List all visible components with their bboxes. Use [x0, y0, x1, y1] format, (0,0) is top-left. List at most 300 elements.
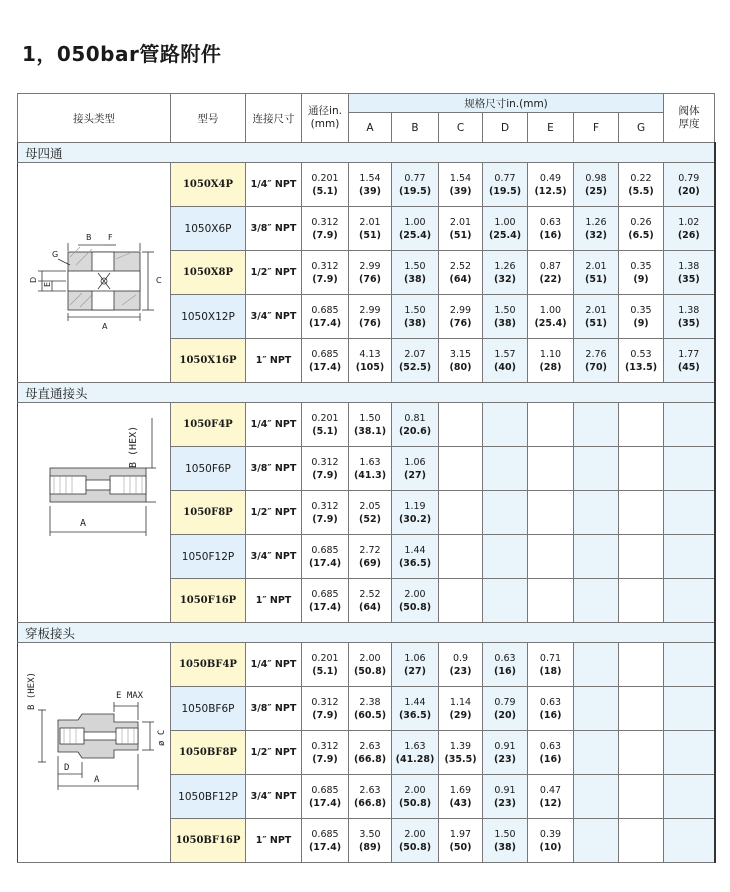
empty-cell	[664, 643, 715, 687]
model-cell: 1050F6P	[171, 447, 246, 491]
model-cell: 1050F8P	[171, 491, 246, 535]
value-inch: 2.01	[585, 304, 607, 316]
value-cell	[392, 295, 439, 339]
value-mm: (17.4)	[308, 557, 342, 569]
connection-size-cell: 1/2″ NPT	[246, 491, 302, 535]
value-cell	[392, 491, 439, 535]
table-header	[18, 94, 715, 143]
value-cell	[392, 535, 439, 579]
value-mm: (32)	[585, 229, 607, 241]
empty-cell	[574, 447, 619, 491]
value-cell	[349, 579, 392, 623]
value-mm: (22)	[539, 273, 562, 285]
value-mm: (76)	[449, 317, 472, 329]
value-mm: (26)	[677, 229, 700, 241]
value-inch: 0.201	[311, 412, 339, 424]
value-cell	[392, 775, 439, 819]
label-a: A	[94, 774, 100, 785]
value-inch: 4.13	[359, 348, 381, 360]
value-mm: (16)	[539, 753, 562, 765]
empty-cell	[483, 403, 528, 447]
value-cell	[574, 339, 619, 383]
value-inch: 2.01	[449, 216, 472, 228]
header-type: 接头类型	[18, 94, 171, 143]
value-mm: (17.4)	[308, 841, 342, 853]
value-inch: 2.63	[359, 784, 381, 796]
empty-cell	[664, 447, 715, 491]
header-col-b: B	[392, 113, 439, 143]
value-mm: (20)	[677, 185, 700, 197]
value-mm: (23)	[449, 665, 472, 677]
value-cell	[349, 295, 392, 339]
model-cell: 1050F12P	[171, 535, 246, 579]
value-mm: (10)	[539, 841, 562, 853]
value-inch: 1.63	[404, 740, 426, 752]
value-inch: 0.685	[311, 588, 339, 600]
value-mm: (41.28)	[395, 753, 435, 765]
value-inch: 0.201	[311, 172, 339, 184]
value-cell	[302, 339, 349, 383]
section-title: 母直通接头	[18, 383, 715, 403]
model-cell: 1050F4P	[171, 403, 246, 447]
value-mm: (35)	[677, 273, 700, 285]
value-cell	[439, 687, 483, 731]
connection-size-cell: 1″ NPT	[246, 819, 302, 863]
value-mm: (70)	[585, 361, 607, 373]
value-cell	[528, 207, 574, 251]
fitting-diagram	[18, 403, 171, 623]
value-inch: 0.685	[311, 544, 339, 556]
value-mm: (7.9)	[312, 753, 338, 765]
empty-cell	[664, 775, 715, 819]
value-mm: (20)	[494, 709, 516, 721]
label-a: A	[102, 321, 108, 329]
value-cell	[664, 339, 715, 383]
value-mm: (64)	[449, 273, 472, 285]
value-cell	[528, 775, 574, 819]
value-mm: (16)	[539, 709, 562, 721]
value-mm: (5.1)	[312, 665, 338, 677]
fitting-diagram	[18, 643, 171, 863]
value-cell	[392, 819, 439, 863]
empty-cell	[619, 579, 664, 623]
value-inch: 0.79	[494, 696, 516, 708]
value-mm: (38)	[404, 317, 426, 329]
value-cell	[664, 207, 715, 251]
value-cell	[483, 775, 528, 819]
value-cell	[483, 339, 528, 383]
value-inch: 1.14	[449, 696, 472, 708]
value-cell	[483, 295, 528, 339]
section-title: 母四通	[18, 143, 715, 163]
model-cell: 1050BF12P	[171, 775, 246, 819]
value-mm: (7.9)	[312, 469, 338, 481]
value-cell	[664, 295, 715, 339]
model-cell: 1050BF16P	[171, 819, 246, 863]
value-inch: 2.01	[359, 216, 381, 228]
value-inch: 1.44	[404, 696, 426, 708]
section-row	[18, 143, 715, 163]
value-cell	[619, 295, 664, 339]
value-mm: (39)	[449, 185, 472, 197]
value-mm: (18)	[539, 665, 562, 677]
value-cell	[392, 579, 439, 623]
value-cell	[302, 535, 349, 579]
value-cell	[439, 251, 483, 295]
value-inch: 0.35	[630, 304, 652, 316]
value-inch: 2.07	[404, 348, 426, 360]
value-inch: 0.39	[539, 828, 562, 840]
value-inch: 0.685	[311, 348, 339, 360]
empty-cell	[619, 819, 664, 863]
value-inch: 1.54	[359, 172, 381, 184]
value-mm: (29)	[449, 709, 472, 721]
label-c: ø C	[157, 729, 167, 746]
empty-cell	[439, 491, 483, 535]
value-cell	[349, 447, 392, 491]
empty-cell	[574, 403, 619, 447]
value-mm: (27)	[404, 665, 426, 677]
empty-cell	[439, 403, 483, 447]
value-mm: (16)	[494, 665, 516, 677]
value-inch: 0.53	[630, 348, 652, 360]
value-mm: (25.4)	[534, 317, 567, 329]
connection-size-cell: 3/8″ NPT	[246, 447, 302, 491]
value-mm: (35)	[677, 317, 700, 329]
model-cell: 1050F16P	[171, 579, 246, 623]
value-mm: (38)	[494, 841, 516, 853]
connection-size-cell: 3/4″ NPT	[246, 775, 302, 819]
value-mm: (60.5)	[353, 709, 387, 721]
value-inch: 2.00	[404, 828, 426, 840]
label-d: D	[29, 276, 38, 283]
value-inch: 0.63	[539, 216, 562, 228]
value-inch: 0.22	[630, 172, 652, 184]
value-cell	[528, 163, 574, 207]
value-inch: 2.76	[585, 348, 607, 360]
value-inch: 0.91	[494, 784, 516, 796]
model-cell: 1050X6P	[171, 207, 246, 251]
empty-cell	[664, 819, 715, 863]
value-cell	[619, 163, 664, 207]
header-thickness: 阀体 厚度	[664, 94, 715, 143]
value-mm: (45)	[677, 361, 700, 373]
connection-size-cell: 1/2″ NPT	[246, 251, 302, 295]
value-mm: (16)	[539, 229, 562, 241]
value-cell	[392, 447, 439, 491]
table-row	[18, 643, 715, 687]
connection-size-cell: 3/8″ NPT	[246, 687, 302, 731]
value-cell	[574, 163, 619, 207]
value-mm: (52)	[359, 513, 381, 525]
value-cell	[483, 819, 528, 863]
empty-cell	[619, 731, 664, 775]
empty-cell	[528, 403, 574, 447]
value-mm: (7.9)	[312, 709, 338, 721]
value-cell	[528, 731, 574, 775]
value-inch: 1.19	[404, 500, 426, 512]
value-cell	[439, 207, 483, 251]
value-mm: (80)	[449, 361, 472, 373]
value-cell	[483, 643, 528, 687]
empty-cell	[528, 579, 574, 623]
value-cell	[302, 775, 349, 819]
value-mm: (51)	[449, 229, 472, 241]
value-inch: 1.06	[404, 652, 426, 664]
label-b: B	[86, 232, 92, 242]
value-mm: (76)	[359, 273, 381, 285]
value-cell	[619, 207, 664, 251]
empty-cell	[619, 687, 664, 731]
value-cell	[528, 687, 574, 731]
value-cell	[349, 687, 392, 731]
value-inch: 2.38	[359, 696, 381, 708]
value-mm: (23)	[494, 753, 516, 765]
value-cell	[349, 251, 392, 295]
value-inch: 0.49	[539, 172, 562, 184]
value-cell	[528, 643, 574, 687]
empty-cell	[664, 535, 715, 579]
value-cell	[302, 819, 349, 863]
value-mm: (19.5)	[488, 185, 522, 197]
value-cell	[302, 403, 349, 447]
value-mm: (9)	[633, 273, 649, 285]
value-inch: 1.00	[494, 216, 516, 228]
connection-size-cell: 3/4″ NPT	[246, 295, 302, 339]
value-mm: (50.8)	[398, 797, 432, 809]
empty-cell	[483, 579, 528, 623]
value-inch: 0.98	[585, 172, 607, 184]
value-cell	[574, 251, 619, 295]
value-cell	[439, 295, 483, 339]
label-a: A	[80, 517, 87, 529]
value-cell	[302, 447, 349, 491]
header-model: 型号	[171, 94, 246, 143]
value-inch: 1.50	[494, 304, 516, 316]
value-mm: (12)	[539, 797, 562, 809]
value-inch: 1.26	[494, 260, 516, 272]
value-mm: (36.5)	[398, 709, 432, 721]
value-inch: 1.63	[359, 456, 381, 468]
value-cell	[619, 251, 664, 295]
value-mm: (50.8)	[398, 601, 432, 613]
value-cell	[349, 163, 392, 207]
empty-cell	[483, 535, 528, 579]
header-col-a: A	[349, 113, 392, 143]
empty-cell	[619, 643, 664, 687]
value-cell	[528, 251, 574, 295]
empty-cell	[619, 535, 664, 579]
model-cell: 1050X16P	[171, 339, 246, 383]
label-b-hex: B (HEX)	[128, 425, 139, 468]
value-inch: 0.63	[539, 740, 562, 752]
connection-size-cell: 3/4″ NPT	[246, 535, 302, 579]
value-cell	[392, 163, 439, 207]
value-cell	[392, 403, 439, 447]
value-cell	[302, 731, 349, 775]
empty-cell	[574, 687, 619, 731]
value-inch: 0.312	[311, 260, 339, 272]
header-col-e: E	[528, 113, 574, 143]
model-cell: 1050BF4P	[171, 643, 246, 687]
label-g: G	[52, 249, 59, 259]
value-cell	[528, 295, 574, 339]
value-inch: 0.312	[311, 456, 339, 468]
value-cell	[349, 403, 392, 447]
value-mm: (66.8)	[353, 797, 387, 809]
value-cell	[302, 491, 349, 535]
empty-cell	[664, 687, 715, 731]
value-inch: 0.685	[311, 828, 339, 840]
value-mm: (38.1)	[353, 425, 387, 437]
value-cell	[349, 339, 392, 383]
value-cell	[619, 339, 664, 383]
empty-cell	[574, 535, 619, 579]
connection-size-cell: 1/4″ NPT	[246, 643, 302, 687]
value-inch: 1.50	[404, 304, 426, 316]
label-e-max: E MAX	[116, 690, 144, 701]
value-cell	[392, 339, 439, 383]
value-inch: 2.00	[359, 652, 381, 664]
value-mm: (17.4)	[308, 361, 342, 373]
model-cell: 1050X12P	[171, 295, 246, 339]
value-mm: (25)	[585, 185, 607, 197]
empty-cell	[574, 731, 619, 775]
empty-cell	[664, 403, 715, 447]
spec-table	[17, 93, 716, 863]
label-b-hex: B (HEX)	[27, 671, 37, 710]
value-inch: 1.02	[678, 216, 700, 228]
value-inch: 2.00	[404, 784, 426, 796]
value-cell	[439, 339, 483, 383]
value-mm: (51)	[359, 229, 381, 241]
value-inch: 1.69	[449, 784, 472, 796]
value-cell	[302, 207, 349, 251]
empty-cell	[574, 491, 619, 535]
value-inch: 0.47	[539, 784, 562, 796]
value-cell	[349, 731, 392, 775]
empty-cell	[574, 579, 619, 623]
value-cell	[483, 687, 528, 731]
page-title: 1，050bar管路附件	[22, 42, 222, 66]
value-inch: 2.01	[585, 260, 607, 272]
empty-cell	[574, 819, 619, 863]
value-inch: 1.39	[449, 740, 472, 752]
value-mm: (5.1)	[312, 425, 338, 437]
value-inch: 1.38	[678, 304, 700, 316]
empty-cell	[439, 579, 483, 623]
value-cell	[574, 295, 619, 339]
value-cell	[439, 643, 483, 687]
header-col-g: G	[619, 113, 664, 143]
value-mm: (6.5)	[628, 229, 654, 241]
value-inch: 0.77	[404, 172, 426, 184]
section-title: 穿板接头	[18, 623, 715, 643]
value-mm: (17.4)	[308, 797, 342, 809]
value-mm: (105)	[355, 361, 385, 373]
connection-size-cell: 1/4″ NPT	[246, 163, 302, 207]
model-cell: 1050BF6P	[171, 687, 246, 731]
value-cell	[302, 579, 349, 623]
value-inch: 2.05	[359, 500, 381, 512]
value-mm: (28)	[539, 361, 562, 373]
value-cell	[528, 819, 574, 863]
value-mm: (30.2)	[398, 513, 432, 525]
value-inch: 2.99	[359, 304, 381, 316]
value-mm: (41.3)	[353, 469, 387, 481]
table-body	[18, 143, 715, 863]
value-mm: (19.5)	[398, 185, 432, 197]
value-mm: (7.9)	[312, 273, 338, 285]
value-cell	[664, 163, 715, 207]
value-inch: 0.63	[494, 652, 516, 664]
empty-cell	[483, 491, 528, 535]
value-inch: 1.57	[494, 348, 516, 360]
value-inch: 1.10	[539, 348, 562, 360]
value-mm: (9)	[633, 317, 649, 329]
value-mm: (20.6)	[398, 425, 432, 437]
label-e: E	[43, 281, 52, 287]
empty-cell	[528, 447, 574, 491]
value-inch: 1.97	[449, 828, 472, 840]
value-inch: 1.77	[678, 348, 700, 360]
value-cell	[302, 687, 349, 731]
value-mm: (52.5)	[398, 361, 432, 373]
empty-cell	[619, 447, 664, 491]
value-inch: 0.685	[311, 304, 339, 316]
value-inch: 1.26	[585, 216, 607, 228]
value-mm: (25.4)	[398, 229, 432, 241]
empty-cell	[664, 579, 715, 623]
label-f: F	[108, 232, 113, 242]
value-cell	[483, 207, 528, 251]
value-mm: (39)	[359, 185, 381, 197]
label-c: C	[156, 275, 162, 285]
value-cell	[392, 731, 439, 775]
value-mm: (50.8)	[398, 841, 432, 853]
empty-cell	[619, 491, 664, 535]
value-inch: 0.26	[630, 216, 652, 228]
section-row	[18, 623, 715, 643]
value-inch: 0.91	[494, 740, 516, 752]
value-cell	[349, 775, 392, 819]
connection-size-cell: 1″ NPT	[246, 579, 302, 623]
header-col-c: C	[439, 113, 483, 143]
connection-size-cell: 1″ NPT	[246, 339, 302, 383]
value-mm: (17.4)	[308, 601, 342, 613]
value-cell	[664, 251, 715, 295]
empty-cell	[439, 447, 483, 491]
value-cell	[483, 731, 528, 775]
value-cell	[439, 819, 483, 863]
empty-cell	[574, 775, 619, 819]
value-mm: (35.5)	[444, 753, 477, 765]
value-inch: 0.9	[452, 652, 469, 664]
header-col-d: D	[483, 113, 528, 143]
value-mm: (12.5)	[534, 185, 567, 197]
connection-size-cell: 3/8″ NPT	[246, 207, 302, 251]
value-cell	[392, 687, 439, 731]
value-cell	[302, 643, 349, 687]
value-cell	[302, 295, 349, 339]
value-inch: 2.72	[359, 544, 381, 556]
value-inch: 1.06	[404, 456, 426, 468]
value-inch: 0.87	[539, 260, 562, 272]
value-inch: 0.312	[311, 740, 339, 752]
value-mm: (89)	[359, 841, 381, 853]
value-mm: (66.8)	[353, 753, 387, 765]
empty-cell	[528, 535, 574, 579]
